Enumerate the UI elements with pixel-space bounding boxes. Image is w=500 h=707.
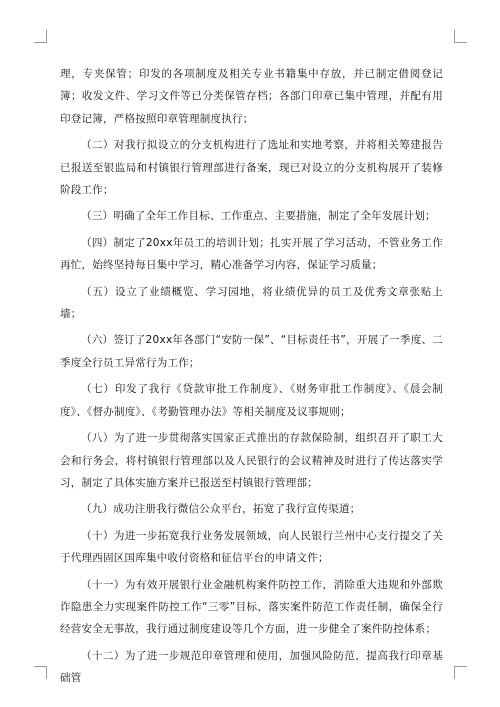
paragraph-item-3: （三）明确了全年工作目标、工作重点、主要措施，制定了全年发展计划； xyxy=(81,210,436,223)
crop-mark-bottom-right xyxy=(454,666,467,679)
paragraph-item-8: （八）为了进一步贯彻落实国家正式推出的存款保险制，组织召开了职工大会和行务会，将村镇银行管理部以及人民银行的会议精神及时进行了传达落实学习，制定了具体实施方案并已报送至村镇银行管理部； xyxy=(60,432,443,489)
crop-mark-bottom-left xyxy=(34,666,47,679)
crop-mark-top-right xyxy=(454,30,467,43)
crop-mark-top-left xyxy=(34,30,47,43)
paragraph-item-10: （十）为进一步拓宽我行业务发展领域，向人民银行兰州中心支行提交了关于代理西固区国库集中收付资格和征信平台的申请文件； xyxy=(60,529,443,565)
paragraph-item-2: （二）对我行拟设立的分支机构进行了选址和实地考察，并将相关筹建报告已报送至银监局和村镇银行管理部进行备案，现已对设立的分支机构展开了装修阶段工作； xyxy=(60,139,443,197)
paragraph-item-7: （七）印发了我行《贷款审批工作制度》、《财务审批工作制度》、《晨会制度》、《督办制度》、《考勤管理办法》等相关制度及议事规则； xyxy=(60,383,443,418)
paragraph-item-4: （四）制定了20xx年员工的培训计划；扎实开展了学习活动，不管业务工作再忙，始终坚持每日集中学习，精心准备学习内容，保证学习质量； xyxy=(60,236,443,272)
paragraph-item-5: （五）设立了业绩概览、学习园地，将业绩优异的员工及优秀文章张贴上墙； xyxy=(60,285,443,321)
paragraph-item-11: （十一）为有效开展银行业金融机构案件防控工作，消除重大违规和外部欺诈隐患全力实现案件防控工作“三零”目标，落实案件防范工作责任制，确保全行经营安全无事故，我行通过制度建设等几个方面，进一步健全了案件防控体系； xyxy=(60,578,443,636)
paragraph-item-9: （九）成功注册我行微信公众平台，拓宽了我行宣传渠道； xyxy=(81,503,361,516)
paragraph-item-6: （六）签订了20xx年各部门“安防一保”、“目标责任书”，开展了一季度、二季度全行员工异常行为工作； xyxy=(60,334,443,369)
document-body xyxy=(60,63,443,694)
paragraph-item-12: （十二）为了进一步规范印章管理和使用，加强风险防范，提高我行印章基础管 xyxy=(60,649,443,685)
paragraph-continuation: 理，专夹保管；印发的各项制度及相关专业书籍集中存放，并已制定借阅登记簿；收发文件、学习文件等已分类保管存档；各部门印章已集中管理，并配有用印登记簿，严格按照印章管理制度执行； xyxy=(60,68,443,125)
